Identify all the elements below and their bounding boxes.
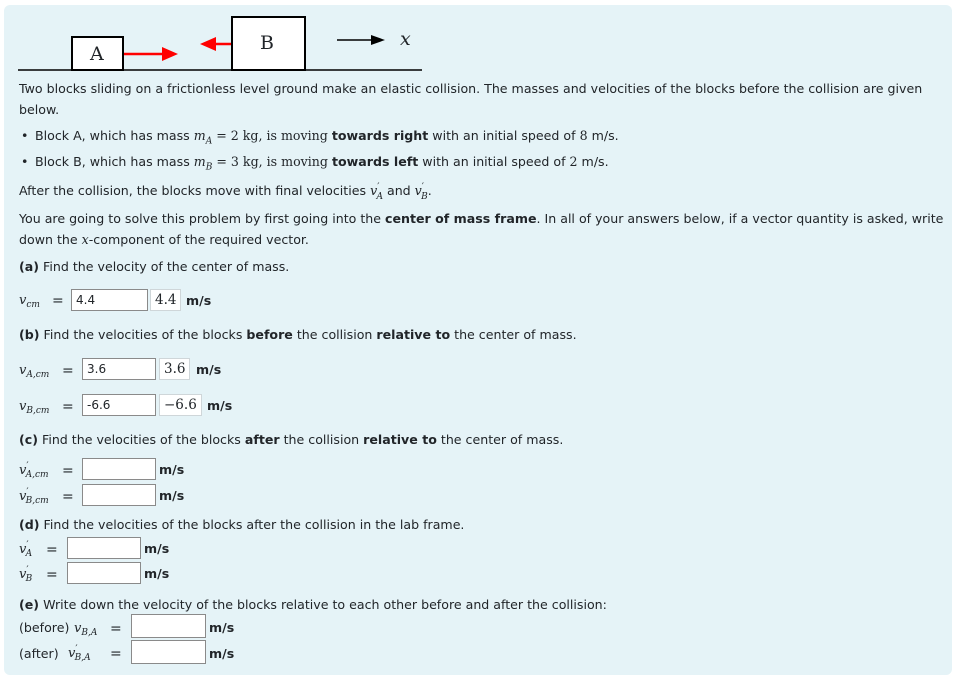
part-d-prompt: (d) Find the velocities of the blocks after the collision in the lab frame. [19,517,465,532]
va-cm-after-input[interactable] [82,458,156,480]
equals-sign: = [62,489,74,505]
vb-lab-after-input[interactable] [67,562,141,584]
equals-sign: = [52,293,64,309]
equals-sign: = [62,399,74,415]
vcm-input[interactable] [71,289,148,311]
vcm-rendered-value: 4.4 [150,289,181,311]
intro-line-1: Two blocks sliding on a frictionless level ground make an elastic collision. The masses and velocities of the blocks before the collision are given [19,81,923,96]
part-e-prompt: (e) Write down the velocity of the blocks relative to each other before and after the collision: [19,597,607,612]
va-cm-rendered-value: 3.6 [159,358,190,380]
arrow-b-left-icon [200,37,231,51]
vb-cm-after-unit: m/s [159,488,185,503]
axis-label: x [400,28,411,50]
vb-lab-after-unit: m/s [144,566,170,581]
vb-cm-label: $v_{B,cm}$ [19,399,50,416]
list-item: • Block B, which has mass $m_B = 3$ kg, is moving towards left with an initial speed of 2 m/s. [17,152,619,178]
vba-after-input[interactable] [131,640,206,664]
va-cm-prime-label: $v'_{A,cm}$ [19,461,49,480]
part-a-prompt: (a) Find the velocity of the center of mass. [19,259,290,274]
vb-cm-before-input[interactable] [82,394,156,416]
va-cm-label: $v_{A,cm}$ [19,363,50,380]
x-axis-arrow-icon [337,35,385,45]
collision-diagram [0,0,954,80]
vb-prime-label: $v'_B$ [19,565,33,584]
vba-prime-label: $v'_{B,A}$ [68,644,91,663]
after-collision-text: After the collision, the blocks move with final velocities $v'_A$ and $v'_B$. [19,182,432,202]
instructions-line-1: You are going to solve this problem by first going into the center of mass frame. In all of your answers below, if a vector quantity is asked, write [19,211,944,226]
part-c-prompt: (c) Find the velocities of the blocks after the collision relative to the center of mass. [19,432,564,447]
va-prime-label: $v'_A$ [19,540,33,559]
part-b-prompt: (b) Find the velocities of the blocks before the collision relative to the center of mass. [19,327,577,342]
equals-sign: = [110,646,122,662]
vb-cm-rendered-value: −6.6 [159,394,202,416]
vcm-label: $v_{cm}$ [19,293,40,310]
block-b-label: B [260,32,274,54]
vba-label: $v_{B,A}$ [74,621,98,638]
vba-before-unit: m/s [209,620,235,635]
after-label: (after) [19,646,59,661]
equals-sign: = [62,363,74,379]
vba-after-unit: m/s [209,646,235,661]
vb-cm-unit: m/s [207,398,233,413]
vb-cm-prime-label: $v'_{B,cm}$ [19,487,49,506]
before-label: (before) [19,620,70,635]
equals-sign: = [46,542,58,558]
vb-cm-after-input[interactable] [82,484,156,506]
equals-sign: = [110,621,122,637]
given-list [17,126,619,177]
vba-before-input[interactable] [131,614,206,638]
va-cm-before-input[interactable] [82,358,156,380]
instructions-line-2: down the x-component of the required vector. [19,232,309,247]
intro-line-2: below. [19,102,60,117]
va-cm-after-unit: m/s [159,462,185,477]
equals-sign: = [46,567,58,583]
list-item: • Block A, which has mass $m_A = 2$ kg, is moving towards right with an initial speed of 8 m/s. [17,126,619,152]
va-lab-after-input[interactable] [67,537,141,559]
arrow-a-right-icon [124,47,178,61]
va-lab-after-unit: m/s [144,541,170,556]
block-a-label: A [90,43,104,65]
equals-sign: = [62,463,74,479]
vcm-unit: m/s [186,293,212,308]
va-cm-unit: m/s [196,362,222,377]
